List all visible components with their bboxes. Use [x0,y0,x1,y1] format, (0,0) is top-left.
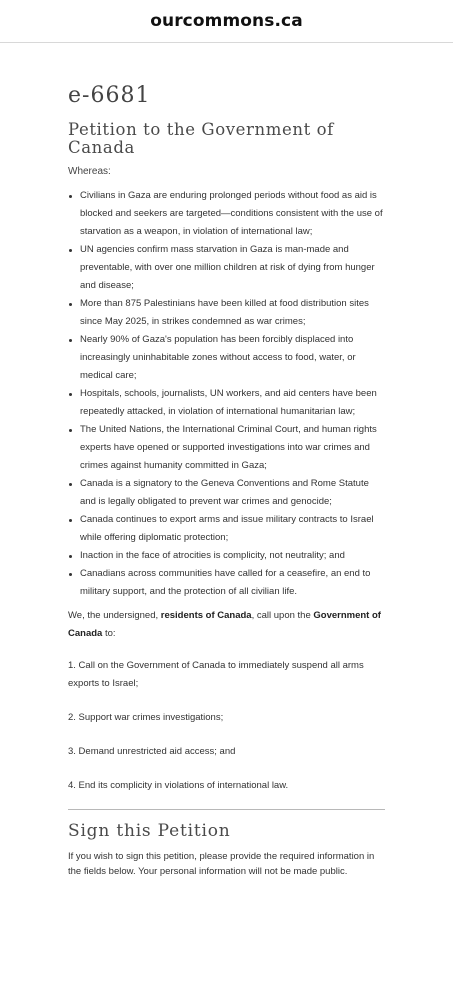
clause-item: UN agencies confirm mass starvation in Gaza is man-made and preventable, with over one million children at risk of dying from hunger and disease; [68,241,385,295]
intro-prefix: We, the undersigned, [68,610,161,621]
address-bar[interactable] [0,0,453,43]
petition-content [0,83,453,879]
clause-item: Civilians in Gaza are enduring prolonged periods without food as aid is blocked and seekers are targeted—conditions consistent with the use of starvation as a weapon, in violation of international law; [68,187,385,241]
clause-item: Inaction in the face of atrocities is complicity, not neutrality; and [68,547,385,565]
whereas-clauses-list [68,187,385,601]
url-text: ourcommons.ca [150,11,303,31]
request-item: 2. Support war crimes investigations; [68,712,224,723]
clause-item: Hospitals, schools, journalists, UN workers, and aid centers have been repeatedly attacked, in violation of international humanitarian law; [68,385,385,421]
clause-item: The United Nations, the International Criminal Court, and human rights experts have opened or supported investigations into war crimes and crimes against humanity committed in Gaza; [68,421,385,475]
clause-item: Canada continues to export arms and issue military contracts to Israel while offering diplomatic protection; [68,511,385,547]
petition-number: e-6681 [68,83,151,108]
request-item: 1. Call on the Government of Canada to immediately suspend all arms exports to Israel; [68,660,364,689]
section-divider [68,809,385,810]
intro-middle: , call upon the [251,610,314,621]
intro-government: Government of Canada [68,610,381,639]
petition-requests [68,657,385,795]
petition-intro [68,607,385,643]
sign-petition-heading: Sign this Petition [68,821,231,841]
sign-petition-note: If you wish to sign this petition, please provide the required information in the fields below. Your personal information will not be made public. [68,851,375,877]
clause-item: Canadians across communities have called for a ceasefire, an end to military support, and the protection of all civilian life. [68,565,385,601]
intro-suffix: to: [102,628,116,639]
clause-item: Canada is a signatory to the Geneva Conventions and Rome Statute and is legally obligated to prevent war crimes and genocide; [68,475,385,511]
clause-item: More than 875 Palestinians have been killed at food distribution sites since May 2025, in strikes condemned as war crimes; [68,295,385,331]
petition-title: Petition to the Government of Canada [68,120,334,157]
request-item: 3. Demand unrestricted aid access; and [68,746,236,757]
whereas-label: Whereas: [68,166,111,177]
clause-item: Nearly 90% of Gaza's population has been forcibly displaced into increasingly uninhabitable zones without access to food, water, or medical care; [68,331,385,385]
intro-residents: residents of Canada [160,610,252,621]
request-item: 4. End its complicity in violations of international law. [68,780,289,791]
